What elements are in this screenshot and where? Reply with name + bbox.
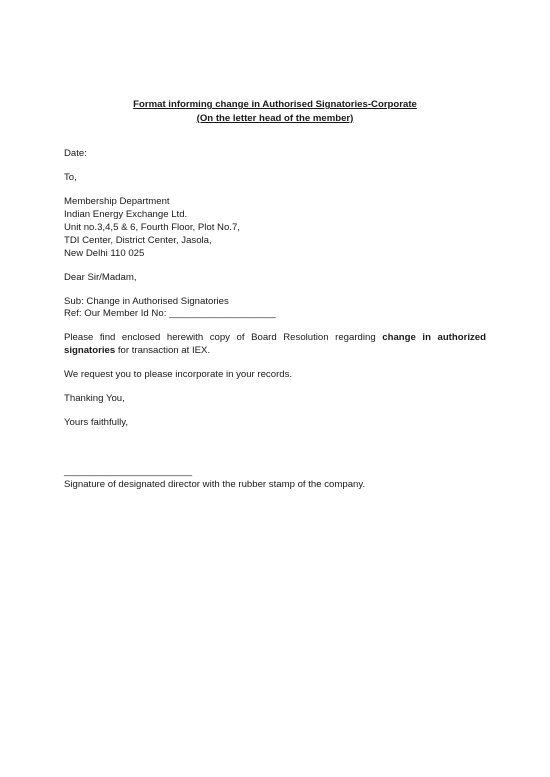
- body-text-bold: change in authorized signatories: [64, 332, 486, 357]
- title-line-2: (On the letter head of the member): [196, 112, 354, 124]
- address-line: New Delhi 110 025: [64, 247, 145, 259]
- to-label: To,: [64, 171, 77, 183]
- address-line: Membership Department: [64, 195, 170, 207]
- recipient-address: [64, 196, 486, 261]
- document-title: [0, 98, 550, 125]
- salutation: Dear Sir/Madam,: [64, 271, 137, 283]
- reference-line: Ref: Our Member Id No: ____________________: [64, 308, 276, 320]
- date-label: Date:: [64, 148, 87, 159]
- signature-line: ________________________: [64, 466, 193, 478]
- signature-caption: Signature of designated director with the rubber stamp of the company.: [64, 479, 366, 490]
- body-paragraph: [64, 332, 486, 358]
- thanks-line: Thanking You,: [64, 393, 125, 405]
- address-line: TDI Center, District Center, Jasola,: [64, 234, 212, 246]
- title-line-1: Format informing change in Authorised Signatories-Corporate: [133, 99, 417, 110]
- body-text-part1: Please find enclosed herewith copy of Board Resolution regarding: [64, 332, 383, 344]
- request-paragraph: We request you to please incorporate in your records.: [64, 369, 293, 381]
- address-line: Indian Energy Exchange Ltd.: [64, 208, 188, 220]
- subject-line: Sub: Change in Authorised Signatories: [64, 295, 229, 307]
- closing-line: Yours faithfully,: [64, 417, 128, 429]
- letter-body: [64, 148, 486, 492]
- address-line: Unit no.3,4,5 & 6, Fourth Floor, Plot No.7,: [64, 221, 240, 233]
- body-text-part2: for transaction at IEX.: [115, 345, 211, 357]
